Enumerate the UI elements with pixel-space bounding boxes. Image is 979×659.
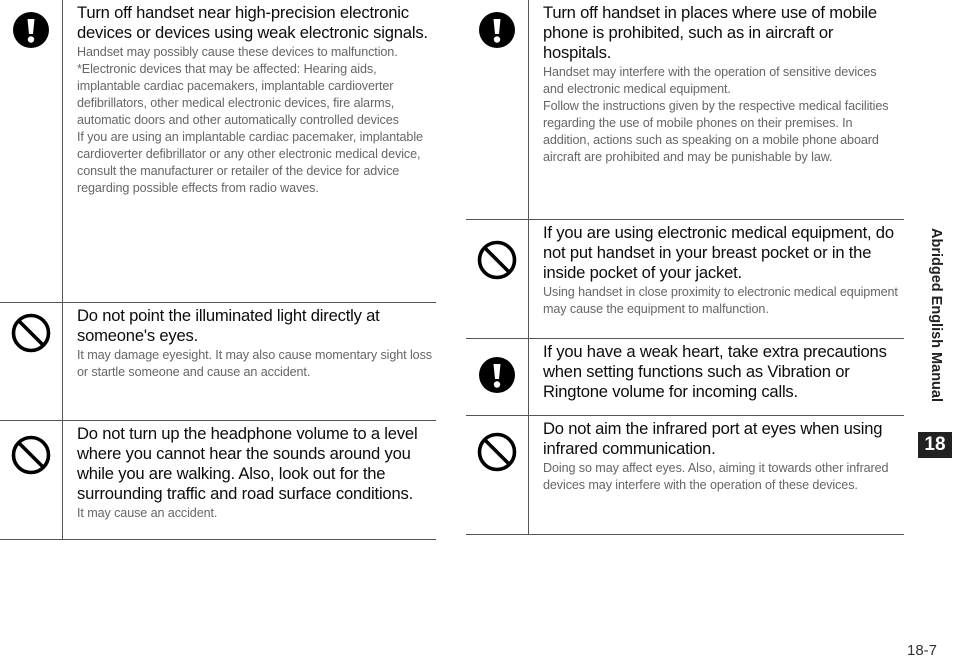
text-cell: [63, 0, 436, 302]
prohibited-icon: [11, 435, 51, 475]
prohibited-icon: [477, 240, 517, 280]
item-body: [543, 284, 900, 318]
text-cell: [529, 339, 904, 415]
icon-cell: [466, 0, 529, 219]
icon-cell: [466, 220, 529, 338]
icon-cell: [466, 416, 529, 534]
body-text: It may cause an accident.: [77, 506, 218, 520]
item-heading: Turn off handset in places where use of mobile phone is prohibited, such as in aircraft or hospitals.: [543, 3, 877, 62]
item-heading: Do not turn up the headphone volume to a level where you cannot hear the sounds around you while you are walking. Also, look out for the surrounding traffic and road surface conditions.: [77, 424, 418, 503]
safety-item: [0, 421, 436, 540]
mandatory-exclamation-icon: [479, 12, 515, 48]
item-body: [543, 64, 900, 166]
safety-item: [466, 0, 904, 220]
text-cell: [63, 303, 436, 420]
safety-item: [0, 0, 436, 303]
prohibited-icon: [477, 432, 517, 472]
item-body: [77, 347, 432, 381]
item-body: [77, 505, 432, 522]
right-column: [466, 0, 904, 535]
mandatory-exclamation-icon: [479, 357, 515, 393]
safety-item: [466, 220, 904, 339]
item-heading: Do not point the illuminated light directly at someone's eyes.: [77, 306, 380, 345]
item-heading: Turn off handset near high-precision electronic devices or devices using weak electronic signals.: [77, 3, 428, 42]
item-body: [77, 44, 432, 197]
text-cell: [529, 220, 904, 338]
left-column: [0, 0, 436, 540]
item-heading: If you have a weak heart, take extra precautions when setting functions such as Vibration or Ringtone volume for incoming calls.: [543, 342, 887, 401]
chapter-tab: 18: [918, 432, 952, 458]
body-text: Handset may interfere with the operation of sensitive devices and electronic medical equipment.: [543, 65, 877, 96]
body-text: If you are using an implantable cardiac pacemaker, implantable cardioverter defibrillator or any other electronic medical device, consult the manufacturer or retailer of the device for advice regarding possible effects from radio waves.: [77, 130, 423, 195]
item-body: [543, 460, 900, 494]
body-text: Using handset in close proximity to electronic medical equipment may cause the equipment to malfunction.: [543, 285, 898, 316]
body-text: *Electronic devices that may be affected: Hearing aids, implantable cardiac pacemakers, implantable cardioverter defibrillators, other medical electronic devices, fire alarms, automatic doors and other automatically controlled devices: [77, 62, 399, 127]
icon-cell: [466, 339, 529, 415]
icon-cell: [0, 421, 63, 539]
item-heading: If you are using electronic medical equipment, do not put handset in your breast pocket or in the inside pocket of your jacket.: [543, 223, 894, 282]
body-text: Handset may possibly cause these devices to malfunction.: [77, 45, 398, 59]
icon-cell: [0, 303, 63, 420]
page-number: 18-7: [907, 642, 938, 659]
body-text: It may damage eyesight. It may also cause momentary sight loss or startle someone and cause an accident.: [77, 348, 432, 379]
safety-item: [466, 339, 904, 416]
icon-cell: [0, 0, 63, 302]
text-cell: [529, 416, 904, 534]
prohibited-icon: [11, 313, 51, 353]
text-cell: [529, 0, 904, 219]
body-text: Doing so may affect eyes. Also, aiming it towards other infrared devices may interfere with the operation of these devices.: [543, 461, 889, 492]
side-section-title: Abridged English Manual: [928, 228, 944, 403]
mandatory-exclamation-icon: [13, 12, 49, 48]
item-heading: Do not aim the infrared port at eyes when using infrared communication.: [543, 419, 883, 458]
body-text: Follow the instructions given by the respective medical facilities regarding the use of mobile phones on their premises. In addition, actions such as speaking on a mobile phone aboard aircraft are prohibited and may be punishable by law.: [543, 99, 889, 164]
text-cell: [63, 421, 436, 539]
safety-item: [0, 303, 436, 421]
safety-item: [466, 416, 904, 535]
